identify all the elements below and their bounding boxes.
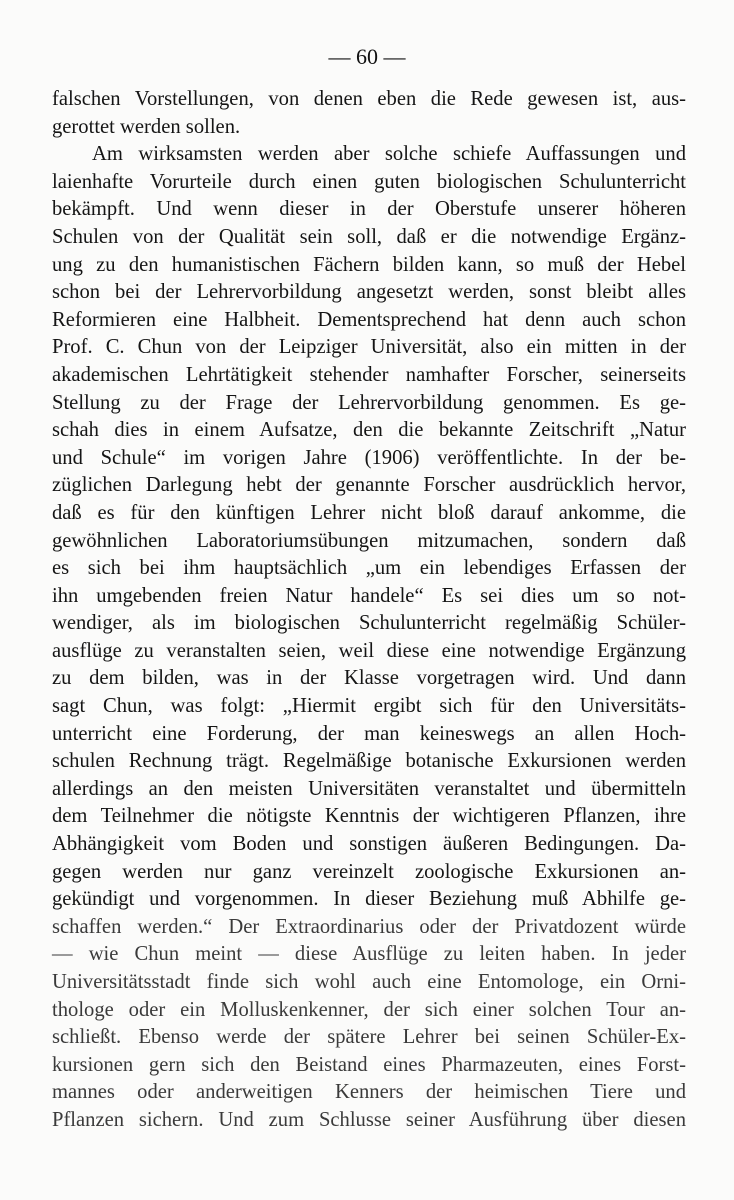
text-line: bekämpft. Und wenn dieser in der Oberstufe unserer höheren	[52, 198, 686, 221]
text-line: schah dies in einem Aufsatze, den die bekannte Zeitschrift „Natur	[52, 419, 686, 442]
text-line: Abhängigkeit vom Boden und sonstigen äußeren Bedingungen. Da-	[52, 833, 686, 856]
body-text	[52, 86, 686, 1135]
text-line: zu dem bilden, was in der Klasse vorgetragen wird. Und dann	[52, 667, 686, 690]
text-line: dem Teilnehmer die nötigste Kenntnis der wichtigeren Pflanzen, ihre	[52, 805, 686, 828]
text-line: schließt. Ebenso werde der spätere Lehrer bei seinen Schüler-Ex-	[52, 1026, 686, 1049]
text-line: sagt Chun, was folgt: „Hiermit ergibt sich für den Universitäts-	[52, 695, 686, 718]
text-line: gekündigt und vorgenommen. In dieser Beziehung muß Abhilfe ge-	[52, 888, 686, 911]
text-line: kursionen gern sich den Beistand eines Pharmazeuten, eines Forst-	[52, 1053, 686, 1076]
text-line: schulen Rechnung trägt. Regelmäßige botanische Exkursionen werden	[52, 750, 686, 773]
text-line: thologe oder ein Molluskenkenner, der sich einer solchen Tour an-	[52, 998, 686, 1021]
text-line: gerottet werden sollen.	[52, 115, 241, 138]
text-line: schaffen werden.“ Der Extraordinarius oder der Privatdozent würde	[52, 915, 686, 938]
text-line: laienhafte Vorurteile durch einen guten biologischen Schulunterricht	[52, 170, 686, 193]
text-line: züglichen Darlegung hebt der genannte Forscher ausdrücklich hervor,	[52, 474, 686, 497]
text-line: gewöhnlichen Laboratoriumsübungen mitzumachen, sondern daß	[52, 529, 686, 552]
page-number: — 60 —	[328, 44, 406, 69]
text-line: schon bei der Lehrervorbildung angesetzt werden, sonst bleibt alles	[52, 281, 686, 304]
text-line: Schulen von der Qualität sein soll, daß er die notwendige Ergänz-	[52, 225, 686, 248]
text-line: daß es für den künftigen Lehrer nicht bloß darauf ankomme, die	[52, 501, 686, 524]
text-line: Reformieren eine Halbheit. Dementsprechend hat denn auch schon	[52, 308, 686, 331]
text-line: mannes oder anderweitigen Kenners der heimischen Tiere und	[52, 1081, 686, 1104]
text-line: Am wirksamsten werden aber solche schiefe Auffassungen und	[92, 143, 686, 166]
text-line: wendiger, als im biologischen Schulunterricht regelmäßig Schüler-	[52, 612, 686, 635]
text-line: — wie Chun meint — diese Ausflüge zu leiten haben. In jeder	[52, 943, 686, 966]
text-line: Pflanzen sichern. Und zum Schlusse seiner Ausführung über diesen	[52, 1108, 686, 1131]
text-line: unterricht eine Forderung, der man keineswegs an allen Hoch-	[52, 722, 686, 745]
text-line: ausflüge zu veranstalten seien, weil diese eine notwendige Ergänzung	[52, 639, 686, 662]
text-line: ihn umgebenden freien Natur handele“ Es sei dies um so not-	[52, 584, 686, 607]
text-line: und Schule“ im vorigen Jahre (1906) veröffentlichte. In der be-	[52, 446, 686, 469]
text-line: Stellung zu der Frage der Lehrervorbildung genommen. Es ge-	[52, 391, 686, 414]
text-line: Universitätsstadt finde sich wohl auch eine Entomologe, ein Orni-	[52, 971, 686, 993]
text-line: gegen werden nur ganz vereinzelt zoologische Exkursionen an-	[52, 860, 686, 883]
text-line: allerdings an den meisten Universitäten veranstaltet und übermitteln	[52, 777, 686, 800]
text-line: falschen Vorstellungen, von denen eben die Rede gewesen ist, aus-	[52, 88, 686, 110]
text-line: es sich bei ihm hauptsächlich „um ein lebendiges Erfassen der	[52, 557, 686, 580]
text-line: akademischen Lehrtätigkeit stehender namhafter Forscher, seinerseits	[52, 363, 686, 386]
text-line: ung zu den humanistischen Fächern bilden kann, so muß der Hebel	[52, 253, 686, 276]
text-line: Prof. C. Chun von der Leipziger Universität, also ein mitten in der	[52, 336, 686, 359]
